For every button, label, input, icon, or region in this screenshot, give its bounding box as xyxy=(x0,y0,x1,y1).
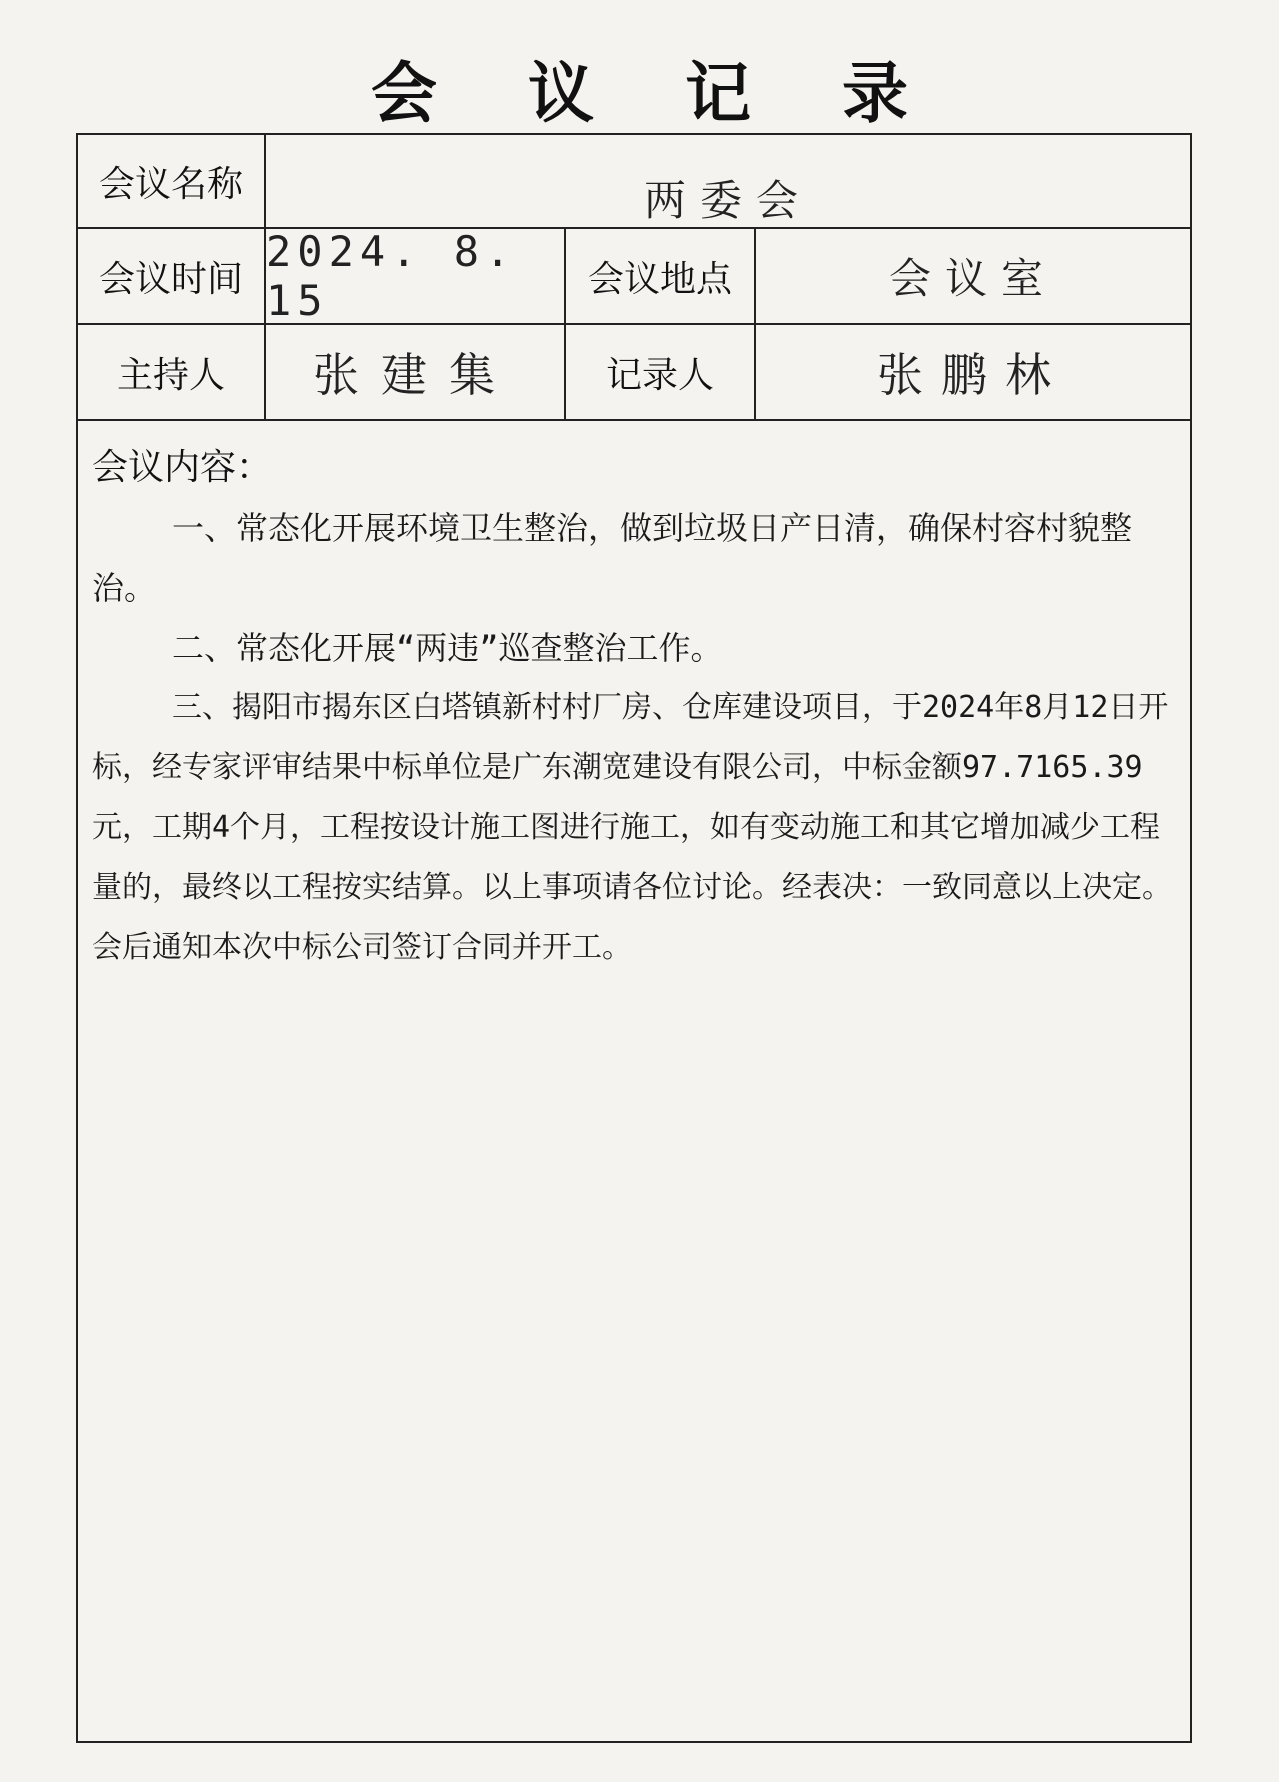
content-item-3: 三、揭阳市揭东区白塔镇新村村厂房、仓库建设项目，于2024年8月12日开标，经专家评审结果中标单位是广东潮宽建设有限公司，中标金额97.7165.39元，工期4个月，工程按设计施工图进行施工，如有变动施工和其它增加减少工程量的，最终以工程按实结算。以上事项请各位讨论。经表决：一致同意以上决定。会后通知本次中标公司签订合同并开工。 xyxy=(92,690,1172,965)
meeting-name-value: 两委会 xyxy=(266,135,1190,229)
meeting-place-value: 会议室 xyxy=(756,229,1190,325)
page-title: 会 议 记 录 xyxy=(371,54,942,132)
meeting-time-value: 2024. 8. 15 xyxy=(266,229,566,325)
content-item-1: 一、常态化开展环境卫生整治，做到垃圾日产日清，确保村容村貌整治。 xyxy=(92,509,1133,607)
meeting-place-label: 会议地点 xyxy=(566,229,756,325)
recorder-value: 张鹏林 xyxy=(756,325,1190,421)
meeting-content-label: 会议内容： xyxy=(92,447,273,488)
host-value: 张建集 xyxy=(266,325,566,421)
host-label: 主持人 xyxy=(78,325,266,421)
recorder-label: 记录人 xyxy=(566,325,756,421)
meeting-content-area xyxy=(78,421,1190,1741)
meeting-name-label: 会议名称 xyxy=(78,135,266,229)
meeting-time-label: 会议时间 xyxy=(78,229,266,325)
content-item-2: 二、常态化开展“两违”巡查整治工作。 xyxy=(172,629,723,667)
record-table xyxy=(76,133,1192,1743)
